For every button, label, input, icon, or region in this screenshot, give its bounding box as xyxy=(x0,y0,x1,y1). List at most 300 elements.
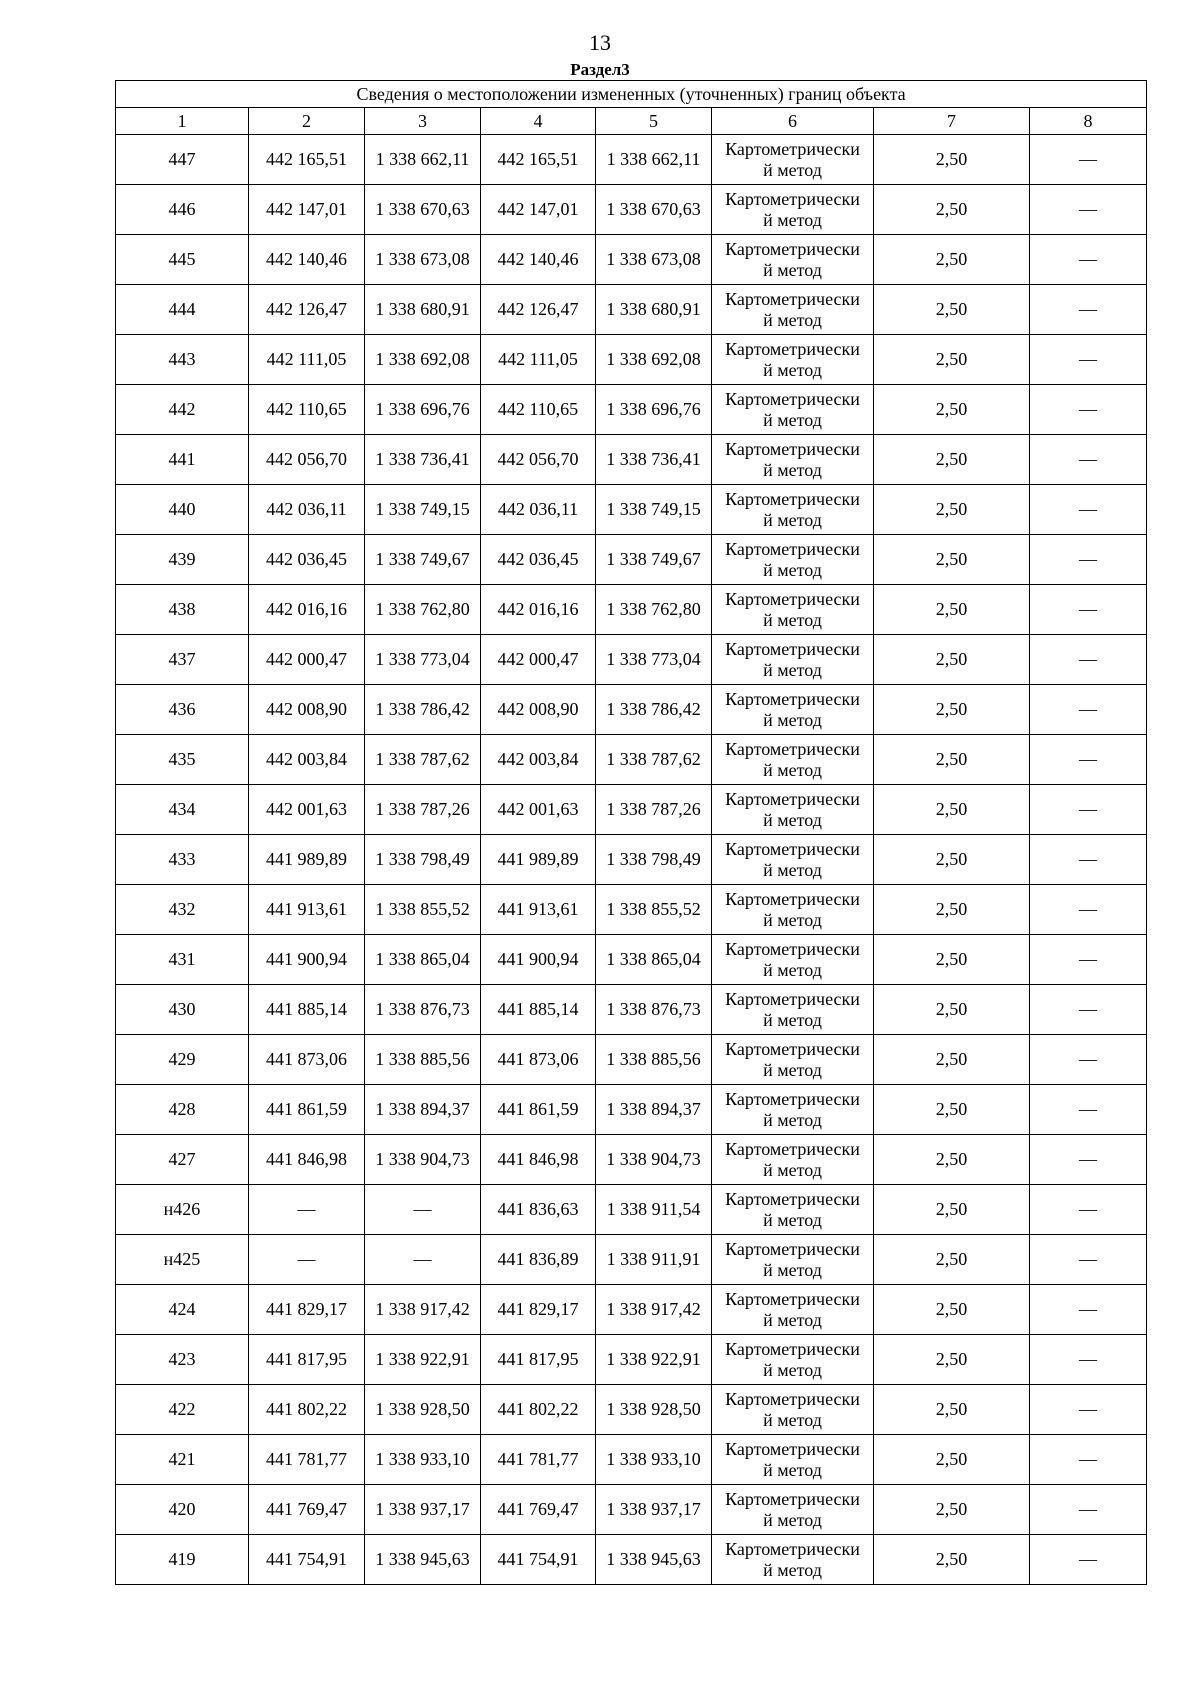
column-number: 8 xyxy=(1030,108,1147,135)
method-cell xyxy=(712,685,874,735)
method-cell xyxy=(712,835,874,885)
table-row xyxy=(116,1335,1147,1385)
note-cell: — xyxy=(1030,135,1147,185)
method-text-line2: й метод xyxy=(763,1309,822,1330)
table-row xyxy=(116,935,1147,985)
accuracy-cell: 2,50 xyxy=(874,1035,1030,1085)
x-refined-cell: 441 817,95 xyxy=(481,1335,596,1385)
y-refined-cell: 1 338 937,17 xyxy=(596,1485,712,1535)
note-cell: — xyxy=(1030,635,1147,685)
method-text-line2: й метод xyxy=(763,309,822,330)
method-text-line2: й метод xyxy=(763,559,822,580)
method-text-line1: Картометрически xyxy=(725,1388,860,1409)
y-refined-cell: 1 338 911,54 xyxy=(596,1185,712,1235)
method-text-line2: й метод xyxy=(763,1159,822,1180)
method-text-line2: й метод xyxy=(763,1409,822,1430)
x-refined-cell: 442 140,46 xyxy=(481,235,596,285)
note-cell: — xyxy=(1030,585,1147,635)
method-cell xyxy=(712,285,874,335)
y-existing-cell: — xyxy=(365,1185,481,1235)
point-number-cell: 420 xyxy=(116,1485,249,1535)
accuracy-cell: 2,50 xyxy=(874,985,1030,1035)
table-row xyxy=(116,1385,1147,1435)
accuracy-cell: 2,50 xyxy=(874,1285,1030,1335)
point-number-cell: н425 xyxy=(116,1235,249,1285)
x-refined-cell: 441 861,59 xyxy=(481,1085,596,1135)
point-number-cell: 440 xyxy=(116,485,249,535)
y-existing-cell: 1 338 865,04 xyxy=(365,935,481,985)
note-cell: — xyxy=(1030,835,1147,885)
x-refined-cell: 442 000,47 xyxy=(481,635,596,685)
method-text-line2: й метод xyxy=(763,409,822,430)
accuracy-cell: 2,50 xyxy=(874,385,1030,435)
y-refined-cell: 1 338 773,04 xyxy=(596,635,712,685)
table-row xyxy=(116,635,1147,685)
note-cell: — xyxy=(1030,1285,1147,1335)
x-refined-cell: 442 110,65 xyxy=(481,385,596,435)
method-text-line1: Картометрически xyxy=(725,488,860,509)
y-existing-cell: 1 338 894,37 xyxy=(365,1085,481,1135)
x-existing-cell: 442 003,84 xyxy=(249,735,365,785)
table-row xyxy=(116,1035,1147,1085)
method-text-line1: Картометрически xyxy=(725,838,860,859)
point-number-cell: 436 xyxy=(116,685,249,735)
accuracy-cell: 2,50 xyxy=(874,885,1030,935)
accuracy-cell: 2,50 xyxy=(874,935,1030,985)
x-refined-cell: 441 802,22 xyxy=(481,1385,596,1435)
x-existing-cell: 442 110,65 xyxy=(249,385,365,435)
y-existing-cell: 1 338 662,11 xyxy=(365,135,481,185)
table-row xyxy=(116,585,1147,635)
point-number-cell: 445 xyxy=(116,235,249,285)
point-number-cell: 430 xyxy=(116,985,249,1035)
y-existing-cell: 1 338 787,26 xyxy=(365,785,481,835)
note-cell: — xyxy=(1030,535,1147,585)
x-existing-cell: 442 111,05 xyxy=(249,335,365,385)
x-refined-cell: 441 781,77 xyxy=(481,1435,596,1485)
y-existing-cell: 1 338 749,67 xyxy=(365,535,481,585)
point-number-cell: 422 xyxy=(116,1385,249,1435)
point-number-cell: 443 xyxy=(116,335,249,385)
x-refined-cell: 441 900,94 xyxy=(481,935,596,985)
x-refined-cell: 442 126,47 xyxy=(481,285,596,335)
y-refined-cell: 1 338 692,08 xyxy=(596,335,712,385)
method-cell xyxy=(712,185,874,235)
x-existing-cell: 442 147,01 xyxy=(249,185,365,235)
table-row xyxy=(116,785,1147,835)
method-text-line1: Картометрически xyxy=(725,1038,860,1059)
y-existing-cell: 1 338 773,04 xyxy=(365,635,481,685)
method-text-line1: Картометрически xyxy=(725,788,860,809)
point-number-cell: 434 xyxy=(116,785,249,835)
method-text-line2: й метод xyxy=(763,709,822,730)
x-existing-cell: — xyxy=(249,1185,365,1235)
x-existing-cell: 442 036,45 xyxy=(249,535,365,585)
x-refined-cell: 442 016,16 xyxy=(481,585,596,635)
x-refined-cell: 442 036,45 xyxy=(481,535,596,585)
point-number-cell: 424 xyxy=(116,1285,249,1335)
method-cell xyxy=(712,485,874,535)
y-refined-cell: 1 338 749,15 xyxy=(596,485,712,535)
method-text-line1: Картометрически xyxy=(725,438,860,459)
note-cell: — xyxy=(1030,735,1147,785)
method-text-line2: й метод xyxy=(763,1459,822,1480)
x-existing-cell: 441 754,91 xyxy=(249,1535,365,1585)
x-refined-cell: 441 769,47 xyxy=(481,1485,596,1535)
table-row xyxy=(116,335,1147,385)
accuracy-cell: 2,50 xyxy=(874,1485,1030,1535)
x-refined-cell: 441 836,89 xyxy=(481,1235,596,1285)
method-cell xyxy=(712,1035,874,1085)
method-cell xyxy=(712,735,874,785)
table-row xyxy=(116,885,1147,935)
note-cell: — xyxy=(1030,1485,1147,1535)
method-text-line1: Картометрически xyxy=(725,1138,860,1159)
method-cell xyxy=(712,1335,874,1385)
y-refined-cell: 1 338 749,67 xyxy=(596,535,712,585)
table-row xyxy=(116,135,1147,185)
y-refined-cell: 1 338 762,80 xyxy=(596,585,712,635)
x-refined-cell: 442 001,63 xyxy=(481,785,596,835)
table-row xyxy=(116,1485,1147,1535)
method-text-line1: Картометрически xyxy=(725,1088,860,1109)
x-existing-cell: 441 846,98 xyxy=(249,1135,365,1185)
note-cell: — xyxy=(1030,485,1147,535)
method-cell xyxy=(712,135,874,185)
method-cell xyxy=(712,785,874,835)
method-text-line1: Картометрически xyxy=(725,1338,860,1359)
accuracy-cell: 2,50 xyxy=(874,1085,1030,1135)
note-cell: — xyxy=(1030,685,1147,735)
y-existing-cell: — xyxy=(365,1235,481,1285)
column-number: 4 xyxy=(481,108,596,135)
note-cell: — xyxy=(1030,1435,1147,1485)
point-number-cell: 433 xyxy=(116,835,249,885)
y-refined-cell: 1 338 904,73 xyxy=(596,1135,712,1185)
accuracy-cell: 2,50 xyxy=(874,185,1030,235)
accuracy-cell: 2,50 xyxy=(874,685,1030,735)
y-refined-cell: 1 338 876,73 xyxy=(596,985,712,1035)
x-refined-cell: 441 873,06 xyxy=(481,1035,596,1085)
accuracy-cell: 2,50 xyxy=(874,835,1030,885)
table-caption: Сведения о местоположении измененных (уточненных) границ объекта xyxy=(116,81,1147,108)
y-refined-cell: 1 338 670,63 xyxy=(596,185,712,235)
y-refined-cell: 1 338 798,49 xyxy=(596,835,712,885)
point-number-cell: 421 xyxy=(116,1435,249,1485)
x-existing-cell: 441 802,22 xyxy=(249,1385,365,1435)
accuracy-cell: 2,50 xyxy=(874,485,1030,535)
method-cell xyxy=(712,1385,874,1435)
method-text-line2: й метод xyxy=(763,809,822,830)
method-text-line1: Картометрически xyxy=(725,338,860,359)
table-row xyxy=(116,185,1147,235)
method-text-line2: й метод xyxy=(763,1109,822,1130)
column-number: 5 xyxy=(596,108,712,135)
x-existing-cell: 442 165,51 xyxy=(249,135,365,185)
point-number-cell: 427 xyxy=(116,1135,249,1185)
x-existing-cell: 442 056,70 xyxy=(249,435,365,485)
point-number-cell: 435 xyxy=(116,735,249,785)
method-cell xyxy=(712,635,874,685)
y-refined-cell: 1 338 865,04 xyxy=(596,935,712,985)
x-refined-cell: 442 056,70 xyxy=(481,435,596,485)
method-text-line1: Картометрически xyxy=(725,888,860,909)
method-text-line1: Картометрически xyxy=(725,1238,860,1259)
method-text-line2: й метод xyxy=(763,159,822,180)
method-text-line2: й метод xyxy=(763,259,822,280)
y-existing-cell: 1 338 922,91 xyxy=(365,1335,481,1385)
point-number-cell: 423 xyxy=(116,1335,249,1385)
point-number-cell: 429 xyxy=(116,1035,249,1085)
y-existing-cell: 1 338 749,15 xyxy=(365,485,481,535)
y-refined-cell: 1 338 786,42 xyxy=(596,685,712,735)
note-cell: — xyxy=(1030,1385,1147,1435)
point-number-cell: 441 xyxy=(116,435,249,485)
table-row xyxy=(116,1285,1147,1335)
table-row xyxy=(116,485,1147,535)
page-number: 13 xyxy=(589,30,611,55)
method-text-line2: й метод xyxy=(763,659,822,680)
method-cell xyxy=(712,1185,874,1235)
method-text-line1: Картометрически xyxy=(725,288,860,309)
y-existing-cell: 1 338 762,80 xyxy=(365,585,481,635)
y-existing-cell: 1 338 670,63 xyxy=(365,185,481,235)
note-cell: — xyxy=(1030,785,1147,835)
table-row xyxy=(116,1135,1147,1185)
x-existing-cell: 442 000,47 xyxy=(249,635,365,685)
point-number-cell: 444 xyxy=(116,285,249,335)
y-refined-cell: 1 338 945,63 xyxy=(596,1535,712,1585)
column-number: 6 xyxy=(712,108,874,135)
y-refined-cell: 1 338 928,50 xyxy=(596,1385,712,1435)
x-refined-cell: 441 829,17 xyxy=(481,1285,596,1335)
table-row xyxy=(116,1535,1147,1585)
method-text-line2: й метод xyxy=(763,359,822,380)
y-existing-cell: 1 338 680,91 xyxy=(365,285,481,335)
y-refined-cell: 1 338 855,52 xyxy=(596,885,712,935)
method-text-line1: Картометрически xyxy=(725,688,860,709)
note-cell: — xyxy=(1030,1535,1147,1585)
accuracy-cell: 2,50 xyxy=(874,285,1030,335)
method-cell xyxy=(712,535,874,585)
method-cell xyxy=(712,335,874,385)
method-cell xyxy=(712,1485,874,1535)
method-text-line2: й метод xyxy=(763,859,822,880)
note-cell: — xyxy=(1030,385,1147,435)
x-refined-cell: 441 913,61 xyxy=(481,885,596,935)
y-existing-cell: 1 338 798,49 xyxy=(365,835,481,885)
x-refined-cell: 441 754,91 xyxy=(481,1535,596,1585)
method-cell xyxy=(712,1535,874,1585)
accuracy-cell: 2,50 xyxy=(874,785,1030,835)
y-refined-cell: 1 338 696,76 xyxy=(596,385,712,435)
y-existing-cell: 1 338 904,73 xyxy=(365,1135,481,1185)
method-cell xyxy=(712,385,874,435)
y-refined-cell: 1 338 917,42 xyxy=(596,1285,712,1335)
method-cell xyxy=(712,1285,874,1335)
point-number-cell: 432 xyxy=(116,885,249,935)
method-text-line2: й метод xyxy=(763,1559,822,1580)
y-refined-cell: 1 338 894,37 xyxy=(596,1085,712,1135)
column-number-row xyxy=(116,108,1147,135)
accuracy-cell: 2,50 xyxy=(874,135,1030,185)
point-number-cell: н426 xyxy=(116,1185,249,1235)
method-text-line2: й метод xyxy=(763,209,822,230)
method-text-line1: Картометрически xyxy=(725,188,860,209)
method-text-line1: Картометрически xyxy=(725,1538,860,1559)
table-row xyxy=(116,735,1147,785)
method-text-line2: й метод xyxy=(763,909,822,930)
method-text-line1: Картометрически xyxy=(725,138,860,159)
column-number: 1 xyxy=(116,108,249,135)
x-refined-cell: 441 885,14 xyxy=(481,985,596,1035)
point-number-cell: 439 xyxy=(116,535,249,585)
note-cell: — xyxy=(1030,935,1147,985)
method-text-line2: й метод xyxy=(763,1009,822,1030)
point-number-cell: 431 xyxy=(116,935,249,985)
y-existing-cell: 1 338 937,17 xyxy=(365,1485,481,1535)
point-number-cell: 447 xyxy=(116,135,249,185)
method-text-line1: Картометрически xyxy=(725,388,860,409)
y-existing-cell: 1 338 736,41 xyxy=(365,435,481,485)
y-refined-cell: 1 338 933,10 xyxy=(596,1435,712,1485)
y-refined-cell: 1 338 922,91 xyxy=(596,1335,712,1385)
x-existing-cell: 441 900,94 xyxy=(249,935,365,985)
note-cell: — xyxy=(1030,1185,1147,1235)
note-cell: — xyxy=(1030,435,1147,485)
method-text-line2: й метод xyxy=(763,1209,822,1230)
table-row xyxy=(116,285,1147,335)
x-existing-cell: 442 126,47 xyxy=(249,285,365,335)
method-text-line1: Картометрически xyxy=(725,588,860,609)
y-existing-cell: 1 338 928,50 xyxy=(365,1385,481,1435)
method-text-line1: Картометрически xyxy=(725,538,860,559)
point-number-cell: 428 xyxy=(116,1085,249,1135)
note-cell: — xyxy=(1030,285,1147,335)
method-cell xyxy=(712,1235,874,1285)
note-cell: — xyxy=(1030,185,1147,235)
note-cell: — xyxy=(1030,1035,1147,1085)
table-row xyxy=(116,1435,1147,1485)
note-cell: — xyxy=(1030,1135,1147,1185)
method-text-line1: Картометрически xyxy=(725,238,860,259)
y-existing-cell: 1 338 692,08 xyxy=(365,335,481,385)
accuracy-cell: 2,50 xyxy=(874,435,1030,485)
x-existing-cell: 441 913,61 xyxy=(249,885,365,935)
x-existing-cell: 441 817,95 xyxy=(249,1335,365,1385)
coordinates-table xyxy=(115,80,1147,1585)
method-text-line2: й метод xyxy=(763,459,822,480)
table-row xyxy=(116,985,1147,1035)
accuracy-cell: 2,50 xyxy=(874,1135,1030,1185)
note-cell: — xyxy=(1030,335,1147,385)
x-existing-cell: — xyxy=(249,1235,365,1285)
x-existing-cell: 442 140,46 xyxy=(249,235,365,285)
y-existing-cell: 1 338 933,10 xyxy=(365,1435,481,1485)
method-cell xyxy=(712,435,874,485)
method-text-line2: й метод xyxy=(763,1059,822,1080)
column-number: 2 xyxy=(249,108,365,135)
x-refined-cell: 442 036,11 xyxy=(481,485,596,535)
x-existing-cell: 441 781,77 xyxy=(249,1435,365,1485)
table-row xyxy=(116,1235,1147,1285)
y-refined-cell: 1 338 787,62 xyxy=(596,735,712,785)
method-cell xyxy=(712,1135,874,1185)
method-cell xyxy=(712,235,874,285)
method-text-line2: й метод xyxy=(763,1509,822,1530)
method-cell xyxy=(712,1435,874,1485)
accuracy-cell: 2,50 xyxy=(874,585,1030,635)
point-number-cell: 419 xyxy=(116,1535,249,1585)
table-row xyxy=(116,835,1147,885)
accuracy-cell: 2,50 xyxy=(874,1185,1030,1235)
y-existing-cell: 1 338 855,52 xyxy=(365,885,481,935)
method-text-line1: Картометрически xyxy=(725,1488,860,1509)
x-existing-cell: 441 861,59 xyxy=(249,1085,365,1135)
method-text-line2: й метод xyxy=(763,759,822,780)
table-row xyxy=(116,385,1147,435)
y-refined-cell: 1 338 911,91 xyxy=(596,1235,712,1285)
method-text-line1: Картометрически xyxy=(725,1438,860,1459)
accuracy-cell: 2,50 xyxy=(874,335,1030,385)
method-cell xyxy=(712,985,874,1035)
point-number-cell: 438 xyxy=(116,585,249,635)
y-refined-cell: 1 338 787,26 xyxy=(596,785,712,835)
x-refined-cell: 441 836,63 xyxy=(481,1185,596,1235)
point-number-cell: 437 xyxy=(116,635,249,685)
x-existing-cell: 442 016,16 xyxy=(249,585,365,635)
table-row xyxy=(116,1085,1147,1135)
method-text-line2: й метод xyxy=(763,1259,822,1280)
x-refined-cell: 442 111,05 xyxy=(481,335,596,385)
x-existing-cell: 441 989,89 xyxy=(249,835,365,885)
x-refined-cell: 442 003,84 xyxy=(481,735,596,785)
table-row xyxy=(116,235,1147,285)
y-existing-cell: 1 338 945,63 xyxy=(365,1535,481,1585)
table-row xyxy=(116,685,1147,735)
accuracy-cell: 2,50 xyxy=(874,1385,1030,1435)
y-refined-cell: 1 338 662,11 xyxy=(596,135,712,185)
section-title: Раздел3 xyxy=(570,60,630,79)
x-existing-cell: 441 873,06 xyxy=(249,1035,365,1085)
y-existing-cell: 1 338 787,62 xyxy=(365,735,481,785)
method-text-line1: Картометрически xyxy=(725,988,860,1009)
method-text-line2: й метод xyxy=(763,1359,822,1380)
accuracy-cell: 2,50 xyxy=(874,235,1030,285)
table-row xyxy=(116,535,1147,585)
y-refined-cell: 1 338 673,08 xyxy=(596,235,712,285)
x-refined-cell: 442 008,90 xyxy=(481,685,596,735)
table-body xyxy=(116,135,1147,1585)
accuracy-cell: 2,50 xyxy=(874,1535,1030,1585)
x-existing-cell: 441 885,14 xyxy=(249,985,365,1035)
x-existing-cell: 442 001,63 xyxy=(249,785,365,835)
x-existing-cell: 442 008,90 xyxy=(249,685,365,735)
method-cell xyxy=(712,885,874,935)
method-cell xyxy=(712,585,874,635)
y-existing-cell: 1 338 786,42 xyxy=(365,685,481,735)
method-text-line2: й метод xyxy=(763,509,822,530)
method-text-line1: Картометрически xyxy=(725,1188,860,1209)
method-text-line1: Картометрически xyxy=(725,738,860,759)
note-cell: — xyxy=(1030,985,1147,1035)
method-text-line1: Картометрически xyxy=(725,638,860,659)
note-cell: — xyxy=(1030,1085,1147,1135)
note-cell: — xyxy=(1030,1335,1147,1385)
x-existing-cell: 442 036,11 xyxy=(249,485,365,535)
method-text-line2: й метод xyxy=(763,959,822,980)
point-number-cell: 442 xyxy=(116,385,249,435)
